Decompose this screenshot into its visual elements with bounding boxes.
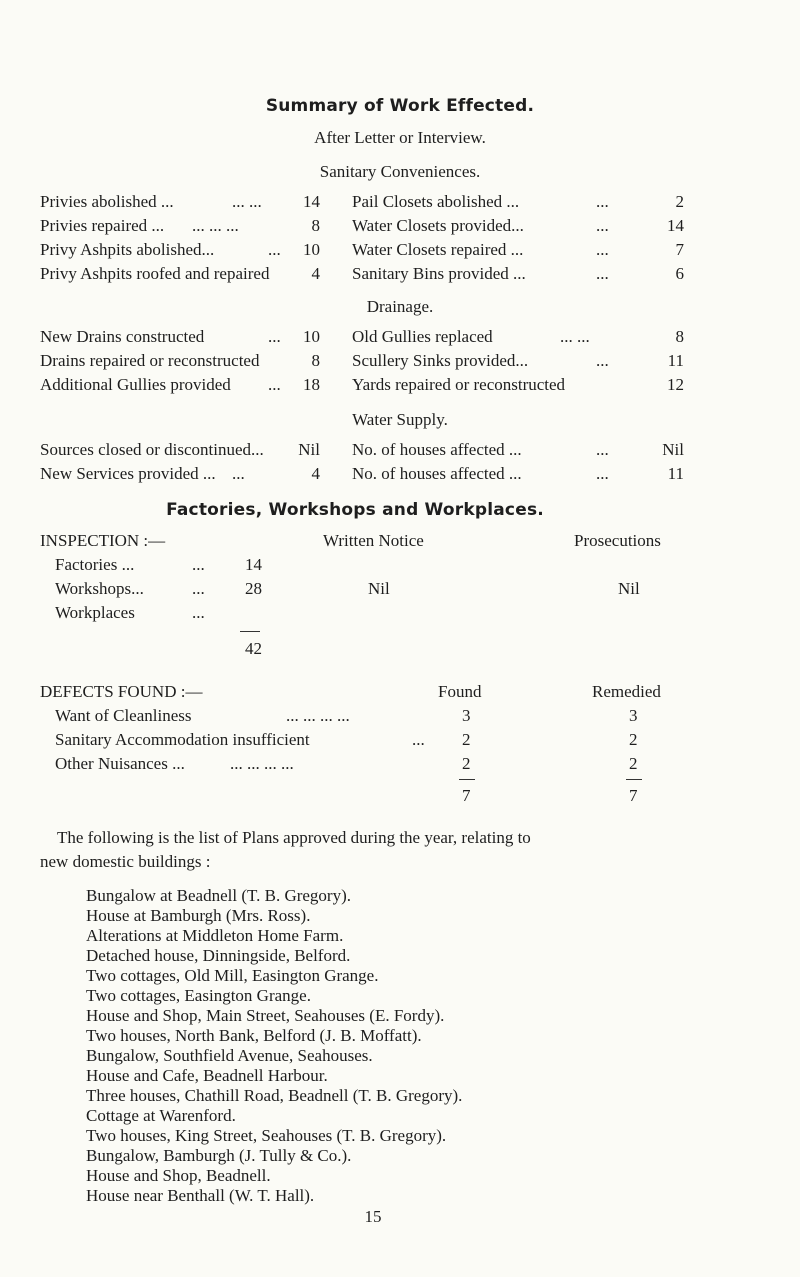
leader-dots: ...	[596, 192, 609, 211]
sanitary-right-value: 2	[675, 192, 684, 211]
list-item: Alterations at Middleton Home Farm.	[86, 926, 344, 945]
inspection-row-label: Workshops...	[55, 579, 144, 598]
list-item: Two houses, King Street, Seahouses (T. B. Gregory).	[86, 1126, 447, 1145]
list-item: House at Bamburgh (Mrs. Ross).	[86, 906, 311, 925]
defects-total-remedied: 7	[629, 786, 638, 805]
sanitary-left-value: 4	[311, 264, 320, 283]
drainage-right-label: Yards repaired or reconstructed	[352, 375, 566, 394]
list-item: Two cottages, Easington Grange.	[86, 986, 311, 1005]
drainage-right-label: Old Gullies replaced	[352, 327, 493, 346]
defect-row-label: Sanitary Accommodation insufficient	[55, 730, 310, 749]
list-item: House and Cafe, Beadnell Harbour.	[86, 1066, 328, 1085]
water-right-value: Nil	[662, 440, 684, 459]
water-left-value: 4	[311, 464, 320, 483]
drainage-left-value: 10	[303, 327, 320, 346]
drainage-left-label: Drains repaired or reconstructed	[40, 351, 260, 370]
leader-dots: ...	[596, 351, 609, 370]
drainage-right-value: 8	[675, 327, 684, 346]
sanitary-right-label: Water Closets provided...	[352, 216, 524, 235]
drainage-right-label: Scullery Sinks provided...	[352, 351, 529, 370]
defect-remedied-value: 2	[629, 730, 638, 749]
list-item: Detached house, Dinningside, Belford.	[86, 946, 351, 965]
subtitle: After Letter or Interview.	[314, 128, 486, 147]
sanitary-right-label: Sanitary Bins provided ...	[352, 264, 526, 283]
water-left-value: Nil	[298, 440, 320, 459]
defect-remedied-value: 3	[629, 706, 638, 725]
list-item: Cottage at Warenford.	[86, 1106, 236, 1125]
inspection-row-value: 14	[245, 555, 262, 574]
written-notice-value: Nil	[368, 579, 390, 598]
water-left-label: New Services provided ...	[40, 464, 216, 483]
leader-dots: ...	[596, 464, 609, 483]
total-rule	[459, 779, 475, 780]
inspection-row-label: Workplaces	[55, 603, 135, 622]
section-heading-factories: Factories, Workshops and Workplaces.	[166, 500, 544, 520]
sanitary-left-label: Privy Ashpits roofed and repaired	[40, 264, 270, 283]
leader-dots: ...	[412, 730, 425, 749]
sanitary-right-value: 14	[667, 216, 684, 235]
leader-dots: ...	[596, 240, 609, 259]
column-header-remedied: Remedied	[592, 682, 661, 701]
drainage-right-value: 12	[667, 375, 684, 394]
leader-dots: ... ...	[232, 192, 262, 211]
sanitary-right-value: 6	[675, 264, 684, 283]
leader-dots: ...	[268, 240, 281, 259]
list-item: House and Shop, Main Street, Seahouses (E. Fordy).	[86, 1006, 445, 1025]
list-item: Three houses, Chathill Road, Beadnell (T. B. Gregory).	[86, 1086, 463, 1105]
column-header-written-notice: Written Notice	[323, 531, 424, 550]
sanitary-right-label: Water Closets repaired ...	[352, 240, 524, 259]
sanitary-left-label: Privies repaired ...	[40, 216, 165, 235]
drainage-left-value: 18	[303, 375, 320, 394]
list-item: Two houses, North Bank, Belford (J. B. Moffatt).	[86, 1026, 422, 1045]
inspection-total: 42	[245, 639, 262, 658]
defect-found-value: 3	[462, 706, 471, 725]
leader-dots: ...	[268, 327, 281, 346]
section-heading-water: Water Supply.	[352, 410, 448, 429]
leader-dots: ...	[596, 440, 609, 459]
defect-row-label: Other Nuisances ...	[55, 754, 185, 773]
drainage-left-label: New Drains constructed	[40, 327, 205, 346]
sanitary-left-value: 10	[303, 240, 320, 259]
leader-dots: ... ... ... ...	[230, 754, 294, 773]
defects-total-found: 7	[462, 786, 471, 805]
leader-dots: ...	[268, 375, 281, 394]
leader-dots: ... ... ...	[192, 216, 239, 235]
plans-intro: The following is the list of Plans approved during the year, relating to	[57, 828, 531, 847]
inspection-row-label: Factories ...	[55, 555, 135, 574]
defect-remedied-value: 2	[629, 754, 638, 773]
total-rule	[626, 779, 642, 780]
list-item: Bungalow, Bamburgh (J. Tully & Co.).	[86, 1146, 352, 1165]
defect-found-value: 2	[462, 730, 471, 749]
drainage-left-value: 8	[311, 351, 320, 370]
list-item: Two cottages, Old Mill, Easington Grange.	[86, 966, 379, 985]
section-heading-sanitary: Sanitary Conveniences.	[319, 162, 481, 181]
prosecutions-value: Nil	[618, 579, 640, 598]
list-item: House and Shop, Beadnell.	[86, 1166, 271, 1185]
sanitary-left-label: Privies abolished ...	[40, 192, 174, 211]
defect-row-label: Want of Cleanliness	[55, 706, 192, 725]
water-left-label: Sources closed or discontinued...	[40, 440, 264, 459]
leader-dots: ... ... ... ...	[286, 706, 350, 725]
section-heading-drainage: Drainage.	[366, 297, 434, 316]
sanitary-left-value: 14	[303, 192, 320, 211]
water-right-value: 11	[667, 464, 684, 483]
column-header-found: Found	[438, 682, 482, 701]
defect-found-value: 2	[462, 754, 471, 773]
page-number: 15	[364, 1207, 382, 1226]
inspection-label: INSPECTION :—	[40, 531, 166, 550]
plans-intro: new domestic buildings :	[40, 852, 211, 871]
leader-dots: ...	[192, 603, 205, 622]
sanitary-left-label: Privy Ashpits abolished...	[40, 240, 215, 259]
defects-label: DEFECTS FOUND :—	[40, 682, 203, 701]
leader-dots: ...	[232, 464, 245, 483]
water-right-label: No. of houses affected ...	[352, 464, 522, 483]
list-item: House near Benthall (W. T. Hall).	[86, 1186, 315, 1205]
sanitary-right-label: Pail Closets abolished ...	[352, 192, 520, 211]
leader-dots: ...	[596, 216, 609, 235]
leader-dots: ...	[192, 579, 205, 598]
leader-dots: ...	[596, 264, 609, 283]
leader-dots: ... ...	[560, 327, 590, 346]
sanitary-left-value: 8	[311, 216, 320, 235]
column-header-prosecutions: Prosecutions	[574, 531, 661, 550]
water-right-label: No. of houses affected ...	[352, 440, 522, 459]
total-rule	[240, 631, 260, 632]
sanitary-right-value: 7	[675, 240, 684, 259]
leader-dots: ...	[192, 555, 205, 574]
drainage-left-label: Additional Gullies provided	[40, 375, 231, 394]
list-item: Bungalow, Southfield Avenue, Seahouses.	[86, 1046, 373, 1065]
page-title: Summary of Work Effected.	[265, 96, 535, 116]
list-item: Bungalow at Beadnell (T. B. Gregory).	[86, 886, 352, 905]
inspection-row-value: 28	[245, 579, 262, 598]
drainage-right-value: 11	[667, 351, 684, 370]
